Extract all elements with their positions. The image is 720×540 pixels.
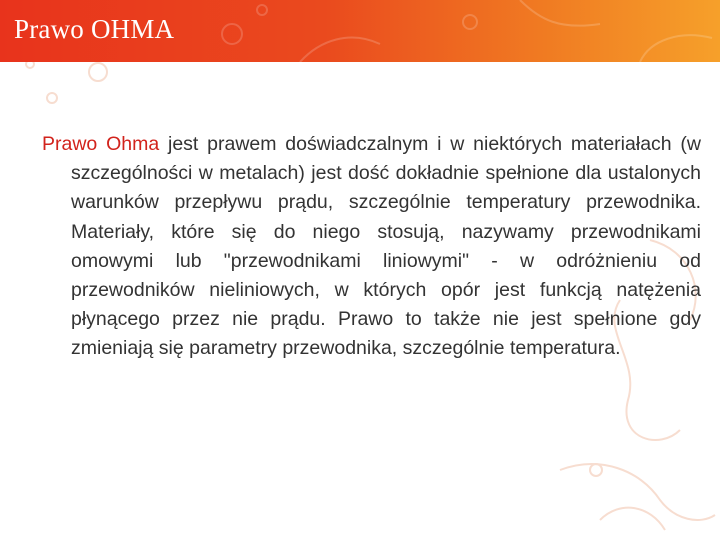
body-paragraph — [42, 130, 701, 364]
paragraph-text: jest prawem doświadczalnym i w niektórych materiałach (w szczególności w metalach) jest dość dokładnie spełnione dla ustalonych warunków przepływu prądu, szczególnie temperatury przewodnika. Materiały, które się do niego stosują, nazywamy przewodnikami omowymi lub "przewodnikami liniowymi" - w odróżnieniu od przewodników nieliniowych, w których opór jest funkcją natężenia płynącego przez nie prądu. Prawo to także nie jest spełnione gdy zmieniają się parametry przewodnika, szczególnie temperatura. — [71, 133, 702, 360]
highlighted-term: Prawo Ohma — [42, 133, 160, 155]
title-bar — [0, 0, 720, 62]
slide-title: Prawo OHMA — [14, 14, 175, 44]
